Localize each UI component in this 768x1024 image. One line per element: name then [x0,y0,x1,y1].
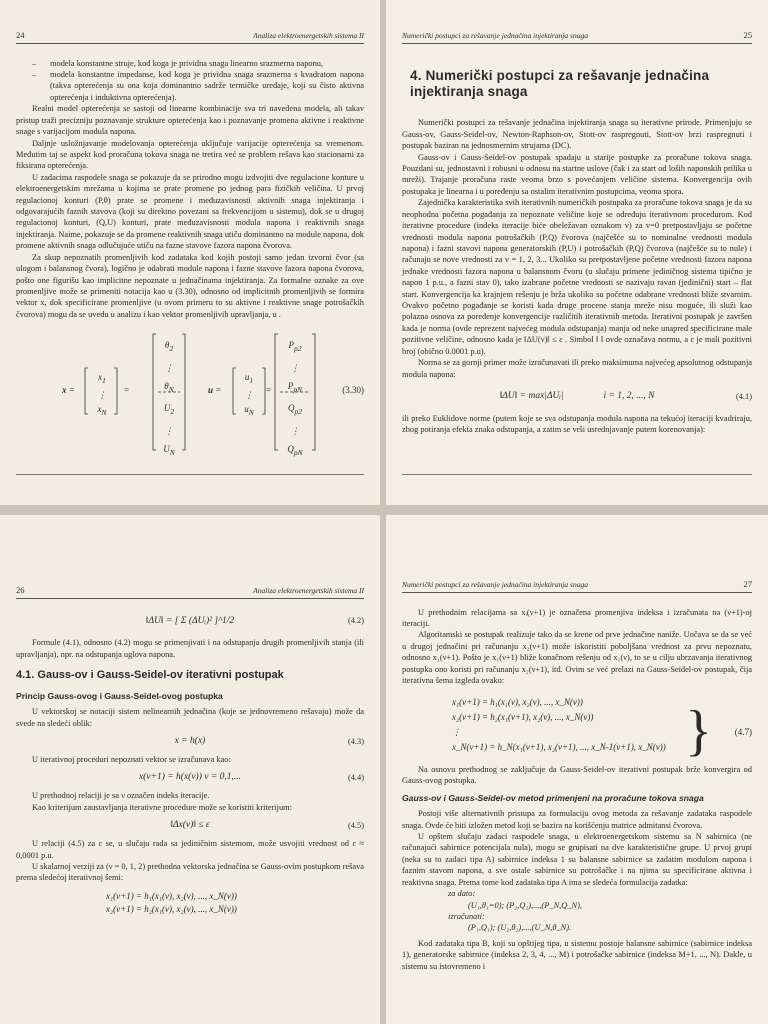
theta-sub: N [169,447,175,457]
equation-body: ‖ΔU‖ = max|ΔUᵢ| [499,391,564,401]
x-sub: 1 [102,376,106,386]
pq-elem: Q [288,403,295,414]
paragraph: Na osnovu prethodnog se zaključuje da Gauss-Seidel-ov iterativni postupak brže konvergira od Gauss-ovog postupka. [402,764,752,786]
equation-body: x = h(x) [174,736,206,747]
compute-label: izračunati: [448,912,485,922]
equation-4-6-partial [106,890,364,917]
footer-rule [16,474,364,475]
equation-4-1 [402,390,752,403]
equation-body: ‖Δx(ν)‖ ≤ ε [170,820,210,831]
equation-number: (4.7) [734,726,752,737]
paragraph: U relaciji (4.5) za ε se, u slučaju rada sa jediničnim sistemom, može usvojiti vrednost od ε ≈ 0,0001 p.u. [16,839,364,860]
pq-sub: pN [293,447,303,457]
list-item: – modela konstantne struje, kod koga je prividna snaga linearno srazmerna naponu, [32,58,324,68]
equation-line: x₁(ν+1) = h₁(x₁(ν), x₂(ν), ..., x_N(ν)) [452,696,583,707]
equation-number: (3.30) [342,385,364,396]
equation-body: ‖ΔU‖ = [ Σ (ΔUᵢ)² ]^1/2 [145,615,235,626]
running-header [402,30,752,44]
theta-elem: ⋮ [164,362,174,373]
running-head: Analiza elektroenergetskih sistema II [253,586,364,596]
pq-sub: p2 [294,407,302,417]
u-elem: ⋮ [244,390,254,401]
paragraph: Numerički postupci za rešavanje jednačina injektiranja snaga su iterativne prirode. Primenjuju se Gauss-ov, Gauss-Seidel-ov, Newton-Raphson-ov, Stott-ov raspregnuti, Stott-ov brzi raspregnuti i postupak baziran na jednosmernim strujama (DC). [402,118,752,151]
equation-line: x₂(ν+1) = h₂(x₁(ν), x₂(ν), ..., x_N(ν)) [106,904,237,915]
equation-4-3 [16,735,364,748]
given-label: za dato: [448,889,476,899]
equation-line: ⋮ [452,727,461,738]
equation-4-4 [16,771,364,784]
running-head: Numerički postupci za rešavanje jednačina injektiranja snaga [402,31,588,41]
theta-sub: 2 [170,407,175,417]
pq-elem: ⋮ [290,425,300,436]
brace: } [685,699,712,762]
paragraph: Gauss-ov i Gauss-Seidel-ov postupak spadaju u starije postupke za proračune tokova snaga. Pouzdani su, jednostavni i robusni u odnosu na startne uslove (čak i za start od loših naponskih prilika u mreži). Trajanje proračuna raste veoma brzo s povećanjem veličine sistema. Konvergencija ovih postupaka je linearna i u poređenju sa ostalim iterativnim postupcima, veoma spora. [402,152,752,196]
x-elem: x [98,372,103,383]
u-elem: u [244,404,249,415]
theta-sub: N [168,384,174,394]
pq-elem: Q [287,444,294,455]
equation-line: x₂(ν+1) = h₂(x₁(ν+1), x₂(ν), ..., x_N(ν)) [452,711,594,722]
pq-sub: p2 [294,344,302,354]
theta-elem: ⋮ [164,425,174,436]
given-value: (U₁,θ₁=0); (P₂,Q₂),...,(P_N,Q_N), [468,900,582,910]
footer-rule [402,474,752,475]
u-sub: N [248,407,254,417]
paragraph: Postoji više alternativnih pristupa za formulaciju ovog metoda za rešavanje zadataka raspodele snaga. Ovde će biti izložen metod koji se bazira na korišćenju matrice admitansi čvorova. [402,809,752,830]
paragraph: U iterativnoj proceduri nepoznati vektor se izračunava kao: [32,755,231,765]
compute-value: (P₁,Q₁); (U₂,θ₂),...,(U_N,θ_N). [468,923,572,933]
equation-line: x₁(ν+1) = h₁(x₁(ν), x₂(ν), ..., x_N(ν)) [106,890,237,901]
list-item: – modela konstantne impedanse, kod koga je prividna snaga srazmerna s kvadratom napona (takva opterećenja su ona koja dominantno sadrže termičke uređaje, koji su čisto aktivna opterećenja i induktivna opterećenja). [32,69,364,102]
page-25 [386,0,768,505]
pq-elem: ⋮ [290,362,300,373]
theta-elem: θ [164,340,170,351]
paragraph: ili preko Euklidove norme (putem koje se sva odstupanja modula napona na tekućoj iteraciji kvadriraju, zbog potiranja efekta znaka odstupanja, a zatim se vrši usrednjavanje putem korenovanja): [402,413,752,435]
running-header [16,30,364,44]
equation-4-7 [402,695,752,762]
page-24 [0,0,380,505]
equation-number: (4.4) [347,773,364,783]
equation-number: (4.5) [347,820,364,830]
paragraph: U opštem slučaju zadaci raspodele snaga, u elektroenergetskom sistemu sa N sabirnica (ne računajući sabirnice potencijala nula), mogu se grupisati na dve karakteristične grupe. U prvoj grupi (neka su to zadaci tipa A) sabirnice indeksa 1 su balansne sabirnice sa zadatim modulom napona i faznim stavom napona, a sve ostale sabirnice su potrošačke i na njima su specificirane aktivna i reaktivna snaga. Prema tome kod zadataka tipa A ima se sledeća formulacija zadatka: [402,832,752,887]
theta-sub: 2 [169,344,174,354]
page-number: 27 [743,579,752,589]
x-elem: ⋮ [97,390,107,401]
page-27 [386,515,768,1024]
paragraph: U vektorskoj se notaciji sistem nelinearnih jednačina (koje se jednovremeno rešavaju) može da svede na sledeći oblik: [16,707,364,728]
running-head: Analiza elektroenergetskih sistema II [253,31,364,41]
x-elem: x [97,404,102,415]
subsection-title: Princip Gauss-ovog i Gauss-Seidel-ovog postupka [16,690,223,701]
given-block [402,888,752,934]
equation-range: i = 1, 2, ..., N [603,391,655,401]
running-head: Numerički postupci za rešavanje jednačina injektiranja snaga [402,580,588,590]
equation-number: (4.3) [347,736,364,746]
running-header [16,585,364,599]
subsection-title: Gauss-ov i Gauss-Seidel-ov metod primenjeni na proračune tokova snaga [402,792,704,803]
page-number: 24 [16,30,25,40]
chapter-title: 4. Numerički postupci za rešavanje jednačina injektiranja snaga [410,67,710,100]
equation-number: (4.2) [347,616,364,626]
paragraph: Kod zadataka tipa B, koji su opštijeg tipa, u sistemu postoje balansne sabirnice (sabirnice indeksa 1), generatorske sabirnice (indeksa 2, 3, 4, ..., M) i potrošačke sabirnice (indeksa M+1, ..., N). Dakle, u sistemu su istovremeno i [402,938,752,971]
u-elem: u [244,372,250,383]
equation-body: x(ν+1) = h(x(ν)) ν = 0,1,... [138,772,242,783]
paragraph: U prethodnim relacijama sa xᵢ(ν+1) je označena promenjiva indeksa i izračunata na (ν+1)-oj iteraciji. [402,607,752,628]
page-number: 26 [16,585,25,595]
paragraph: Za skup nepoznatih promenljivih kod zadataka kod kojih postoji samo jedan izvorni čvor (sa ulogom i balansnog čvora), logično je odabrati module napona i fazne stavove fazora napona čvorova, pošto one figurišu kao implicitne nepoznate u jednačinama injektiranja. Za formalne oznake za ove promenljive može se primeniti notacija kao u (3.30), odnosno od implicitnih promenljivih se formira vektor x, dok specificirane promenljive (u ovom primeru to su aktivne i reaktivne snage potrošačkih čvorova) mogu da se uvedu u analizu i kao vektor promenljivih upravljanja, u . [16,252,364,319]
paragraph: Algoritamski se postupak realizuje tako da se krene od prve jednačine naniže. Uočava se da se već u drugoj jednačini pri računanju x₂(ν+1) može iskoristiti poboljšana vrednost za prvu nepoznatu, odnosno x₁(ν+1). Pošto je x₁(ν+1) bliže konačnom rešenju od x₁(ν), to se u cilju ubrzavanja iterativnog postupka ono koristi pri računanju x₂(ν+1), itd. Ovim se već prelazi na Gauss-Seidel-ov postupak, čija iterativna šema izgleda ovako: [402,630,752,686]
paragraph: U prethodnoj relaciji je sa ν označen indeks iteracije. [32,791,210,801]
equation-number: (4.1) [735,391,752,401]
paragraph: Realni model opterećenja se sastoji od linearne kombinacije sva tri navedena modela, ali takav pristup traži precizniju poznavanje strukture opterećenja kao i poznavanje promena aktivne i reaktivne snage s varijacijom modula napona. [16,104,364,137]
paragraph: Daljnje usložnjavanje modelovanja opterećenja uključuje varijacije opterećenja sa vremenom. Međutim taj se aspekt kod proračuna tokova snaga ne tretira već se problem rešava kao stacionarni za fiksirana opterećenja. [16,138,364,171]
list-item-text: modela konstantne struje, kod koga je prividna snaga linearno srazmerna naponu, [50,58,324,68]
x-sub: N [101,407,107,417]
running-header [402,579,752,593]
list-item-text: modela konstantne impedanse, kod koga je prividna snaga srazmerna s kvadratom napona (takva opterećenja su ona koja dominantno sadrže termičke uređaje, koji su čisto aktivna opterećenja i induktivna opterećenja). [50,69,364,102]
equation-3-30: x = $x_1$ ⋮ $x_N$ = $\theta_2$ ⋮ $\theta_N$ $U_2$ ⋮ $U_N$ u = $u_1$ ⋮ $u_N$ = $P_{p2}$ ⋮ $P_{pN}$ $Q_{p2}$ ⋮ $Q_{pN}$ (3.30) [16,330,364,454]
page-26 [0,515,380,1024]
pq-elem: P [287,381,294,392]
paragraph: Formule (4.1), odnosno (4.2) mogu se primenjivati i na odstupanja drugih promenljivih stanja (ili upravljanja), npr. na odstupanja uglova napona. [16,638,364,659]
theta-elem: θ [164,381,169,392]
page-number: 25 [743,30,752,40]
u-sub: 1 [249,376,254,386]
section-title: 4.1. Gauss-ov i Gauss-Seidel-ov iterativni postupak [16,669,284,682]
paragraph: U zadacima raspodele snaga se pokazuje da se prirodno mogu izdvojiti dve regulacione konture u elektroenergetskim mrežama u kojima se prate promene po jednog para fizičkih veličina. U prvoj regulacionoj konturi (P,θ) prate se promene i međuzavisnosti aktivnih snaga injektiranja i odgovarajućih faznih stavova (koji su direktno povezani sa frekvencijom u sistemu), dok se u drugoj regulacionoj konturi, (Q,U) konturi, prate međuzavisnosti modula napona i reaktivnih snaga injektiranja. Naime, pokazuje se da promene reaktivnih snaga utiču dominantno na module napona, dok promene aktivnih snaga odlučujuće utiču na fazne stavove fazora napona čvorova. [16,172,364,251]
theta-elem: U [163,403,171,414]
pq-elem: P [288,340,294,351]
theta-elem: U [163,444,170,455]
equation-4-5 [16,819,364,832]
equation-4-2 [16,615,364,628]
pq-sub: pN [293,384,303,394]
paragraph: Zajednička karakteristika svih iterativnih numeričkih postupaka za proračune tokova snaga je da su neophodna početna pogađanja za nepoznate veličine koje se određuju iterativnom procedurom. Kod iterativne procedure (indeks iteracije biće obeležavan oznakom v) za v=0 pretpostavljaju se početne vrednosti modula napona potrošačkih (P,Q) čvorova (najčešće su to nominalne vrednosti modula napona) i fazni stavovi napona generatorskih (P,U) i potrošačkih (P,Q) čvorova (najčešće su to nule) i računaju se nove vrednosti za v = 1, 2, 3... Ukoliko su pretpostavljene početne vrednosti fazora napona jednake vrednosti fazora napona u balansnom čvoru (u slučaju primene jediničnog sistema tipično je napon 1 p.u., a fazni stav 0), tako izabrane početne vrednosti se nazivaju ravan (jedinični) start – flat start. Konvergencija ka krajnjem rešenju je brža ukoliko su početne odabrane vrednosti bliže stvarnim. Ovakvo početno pogađanje se koristi kada druge procene stanja mreže nisu moguće, ili služi kao polazna osnova za poređenje konvergencije različitih iterativnih metoda. Iterativni postupak je završen kada je norma (ovde reprezent najvećeg modula odstupanja) manja od neke unapred specificirane male pozitivne veličine, odnosno kada je ‖ΔU(ν)‖ ≤ ε . Simbol ‖ ‖ ovde označava normu, a ε je mali pozitivni broj (obično 0.0001 p.u). [402,198,752,356]
equation-line: x_N(ν+1) = h_N(x₁(ν+1), x₂(ν+1), ..., x_N-1(ν+1), x_N(ν)) [452,742,666,753]
paragraph: Norma se za gornji primer može izračunavati ili preko maksimuma najvećeg apsolutnog odstupanja modula napona: [402,358,752,379]
paragraph: U skalarnoj verziji za (ν = 0, 1, 2) prethodna vektorska jednačina se Gauss-ovim postupkom rešava prema sledećoj iterativnoj šemi: [16,861,365,883]
paragraph: Kao kriterijum zaustavljanja iterativne procedure može se koristiti kriterijum: [32,802,293,812]
